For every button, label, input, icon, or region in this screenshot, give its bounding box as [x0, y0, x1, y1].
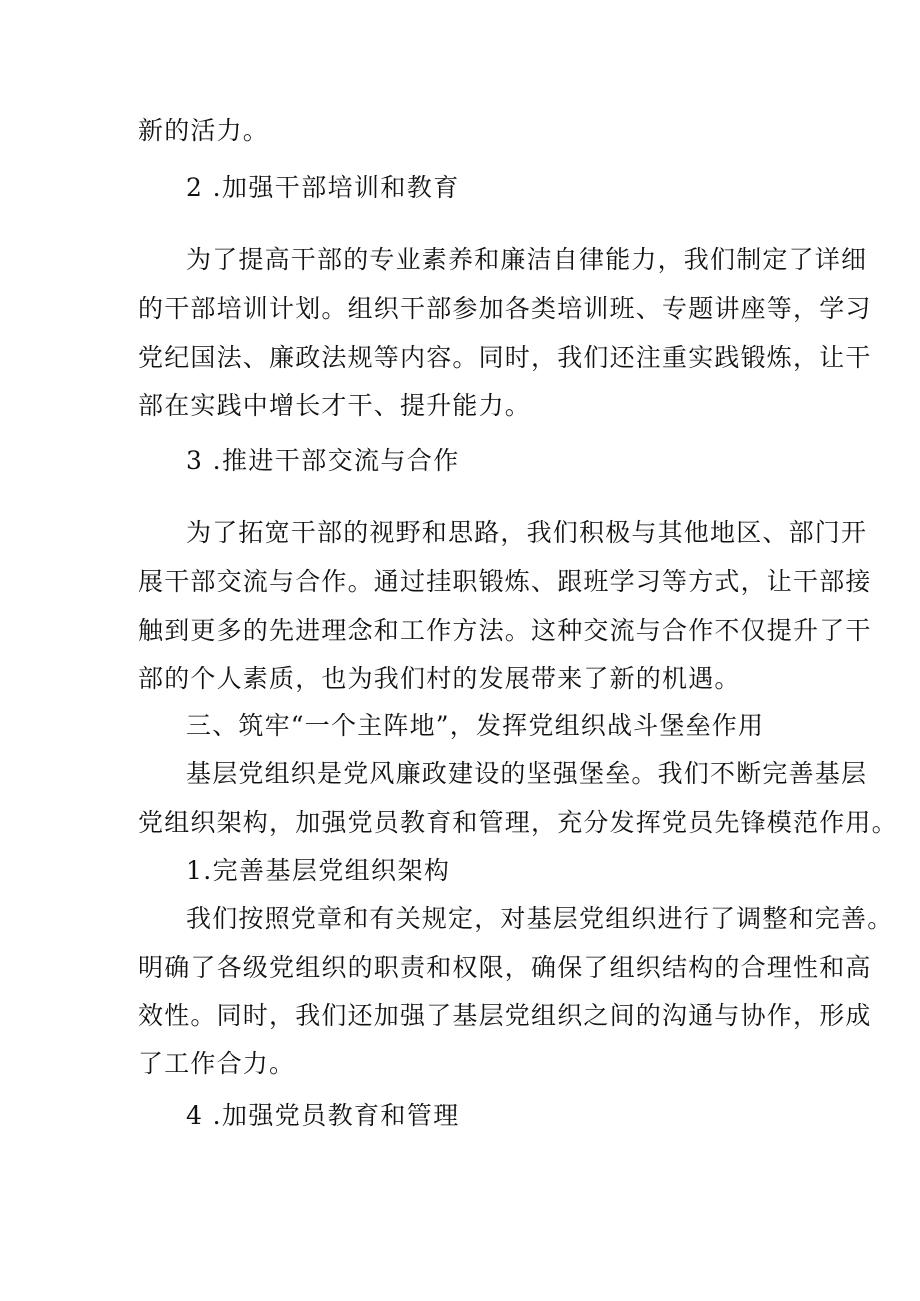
paragraph-line: 基层党组织是党风廉政建设的坚强堡垒。我们不断完善基层	[186, 759, 868, 788]
paragraph-line: 触到更多的先进理念和工作方法。这种交流与合作不仅提升了干	[138, 616, 872, 645]
paragraph-line: 党组织架构，加强党员教育和管理，充分发挥党员先锋模范作用。	[138, 808, 898, 837]
paragraph-line: 部的个人素质，也为我们村的发展带来了新的机遇。	[138, 664, 741, 693]
paragraph-line: 了工作合力。	[138, 1049, 296, 1078]
section-heading-3: 3 .推进干部交流与合作	[186, 446, 460, 475]
paragraph-line: 党纪国法、廉政法规等内容。同时，我们还注重实践锻炼，让干	[138, 343, 872, 372]
paragraph-line: 的干部培训计划。组织干部参加各类培训班、专题讲座等，学习	[138, 294, 872, 323]
paragraph-line: 部在实践中增长才干、提升能力。	[138, 391, 532, 420]
section-heading-4: 4 .加强党员教育和管理	[186, 1101, 460, 1130]
paragraph-line: 明确了各级党组织的职责和权限，确保了组织结构的合理性和高	[138, 953, 872, 982]
paragraph-line: 我们按照党章和有关规定，对基层党组织进行了调整和完善。	[186, 904, 894, 933]
paragraph-line: 为了提高干部的专业素养和廉洁自律能力，我们制定了详细	[186, 245, 868, 274]
paragraph-line: 展干部交流与合作。通过挂职锻炼、跟班学习等方式，让干部接	[138, 567, 872, 596]
paragraph-line: 新的活力。	[138, 116, 270, 145]
paragraph-line: 为了拓宽干部的视野和思路，我们积极与其他地区、部门开	[186, 518, 868, 547]
section-heading-2: 2 .加强干部培训和教育	[186, 173, 460, 202]
section-heading-1: 1.完善基层党组织架构	[186, 856, 451, 885]
chapter-heading-3: 三、筑牢“一个主阵地”，发挥党组织战斗堡垒作用	[186, 711, 765, 740]
paragraph-line: 效性。同时，我们还加强了基层党组织之间的沟通与协作，形成	[138, 1001, 872, 1030]
